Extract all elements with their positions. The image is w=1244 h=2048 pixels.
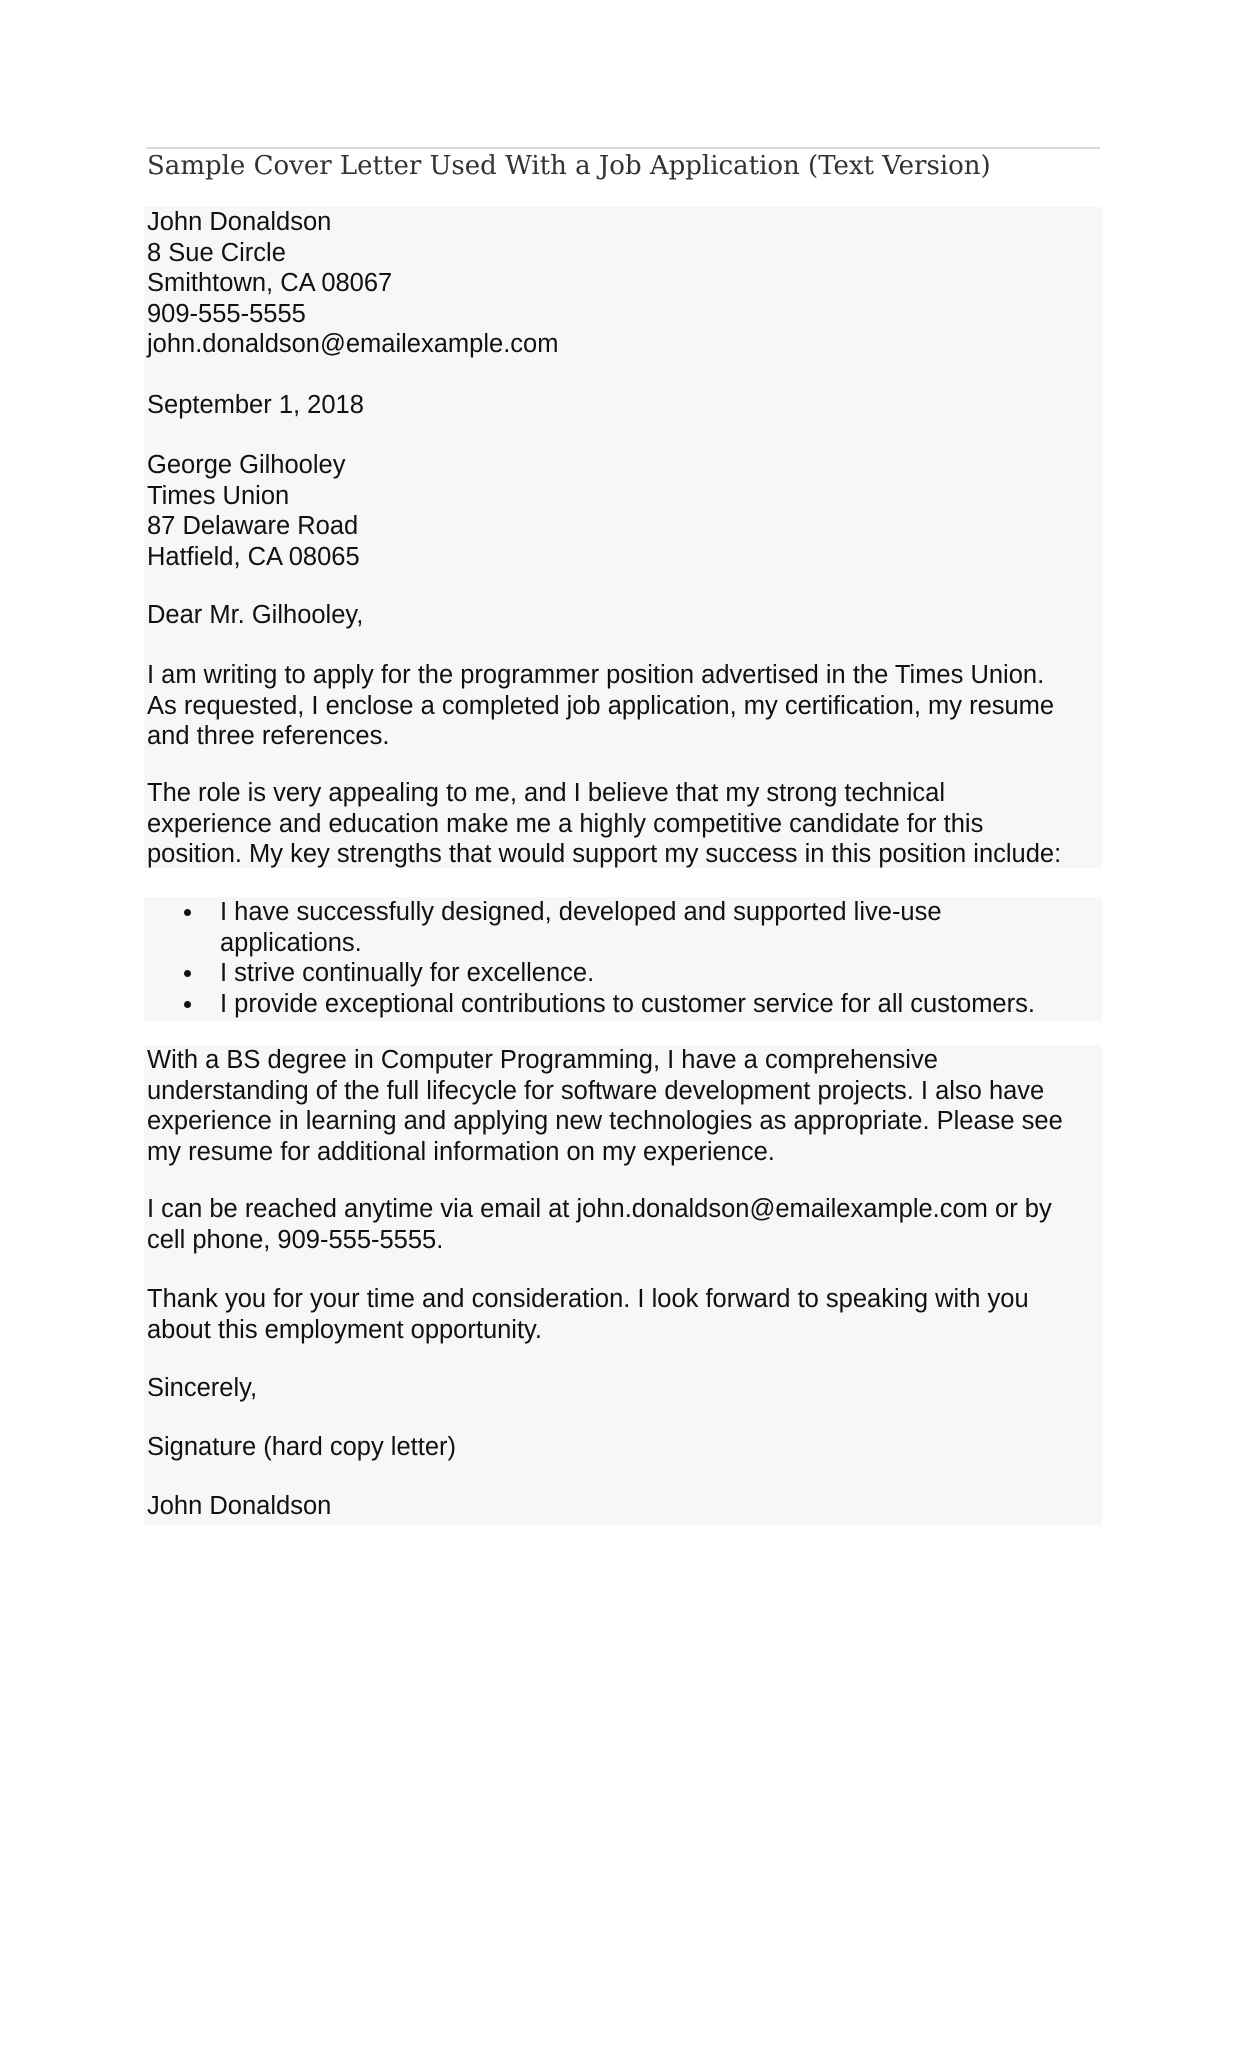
signer-name — [147, 1491, 1101, 1522]
sender-street: 8 Sue Circle — [147, 238, 286, 267]
paragraph-line: my resume for additional information on my experience. — [147, 1137, 775, 1166]
document-title: Sample Cover Letter Used With a Job Application (Text Version) — [147, 151, 991, 181]
sender-phone: 909-555-5555 — [147, 299, 306, 328]
paragraph-line: I am writing to apply for the programmer position advertised in the Times Union. — [147, 661, 1045, 689]
bullet-icon — [184, 909, 191, 916]
sender-city: Smithtown, CA 08067 — [147, 269, 393, 297]
list-item — [147, 958, 1101, 989]
list-item-line: I provide exceptional contributions to customer service for all customers. — [220, 989, 1035, 1018]
paragraph-line: experience and education make me a highly competitive candidate for this — [147, 809, 984, 838]
paragraph-strengths — [147, 778, 1101, 870]
bullet-icon — [184, 1001, 191, 1008]
paragraph-line: Thank you for your time and consideration. I look forward to speaking with you — [147, 1285, 1029, 1313]
signature-note-text: Signature (hard copy letter) — [147, 1433, 456, 1461]
recipient-city: Hatfield, CA 08065 — [147, 542, 360, 571]
sender-email: john.donaldson@emailexample.com — [147, 330, 559, 358]
paragraph-line: As requested, I enclose a completed job application, my certification, my resume — [147, 691, 1055, 720]
letter-date — [147, 390, 1101, 421]
recipient-company: Times Union — [147, 481, 290, 510]
salutation-text: Dear Mr. Gilhooley, — [147, 601, 364, 629]
paragraph-line: I can be reached anytime via email at john.donaldson@emailexample.com or by — [147, 1195, 1052, 1223]
salutation — [147, 600, 1101, 631]
paragraph-thanks — [147, 1284, 1101, 1345]
list-item-line: I strive continually for excellence. — [220, 959, 595, 987]
paragraph-intro — [147, 660, 1101, 752]
paragraph-line: The role is very appealing to me, and I believe that my strong technical — [147, 779, 946, 807]
recipient-name: George Gilhooley — [147, 451, 346, 479]
signature-note — [147, 1432, 1101, 1463]
sender-name: John Donaldson — [147, 208, 332, 236]
date-text: September 1, 2018 — [147, 391, 364, 419]
recipient-street: 87 Delaware Road — [147, 512, 359, 540]
recipient-address — [147, 450, 1101, 572]
closing-text: Sincerely, — [147, 1374, 258, 1402]
strengths-list — [147, 897, 1101, 1019]
paragraph-contact — [147, 1194, 1101, 1255]
list-item-line: I have successfully designed, developed and supported live-use — [220, 898, 942, 926]
paragraph-line: With a BS degree in Computer Programming, I have a comprehensive — [147, 1046, 938, 1074]
paragraph-line: experience in learning and applying new technologies as appropriate. Please see — [147, 1107, 1063, 1135]
paragraph-line: about this employment opportunity. — [147, 1315, 543, 1344]
closing — [147, 1373, 1101, 1404]
list-item-line: applications. — [220, 928, 362, 957]
paragraph-line: understanding of the full lifecycle for software development projects. I also have — [147, 1076, 1045, 1105]
paragraph-line: position. My key strengths that would support my success in this position include: — [147, 840, 1062, 868]
paragraph-education — [147, 1045, 1101, 1167]
paragraph-line: and three references. — [147, 722, 390, 750]
signer-name-text: John Donaldson — [147, 1492, 332, 1520]
bullet-icon — [184, 970, 191, 977]
sender-address — [147, 207, 1101, 360]
paragraph-line: cell phone, 909-555-5555. — [147, 1225, 444, 1254]
list-item — [147, 897, 1101, 958]
list-item — [147, 989, 1101, 1020]
